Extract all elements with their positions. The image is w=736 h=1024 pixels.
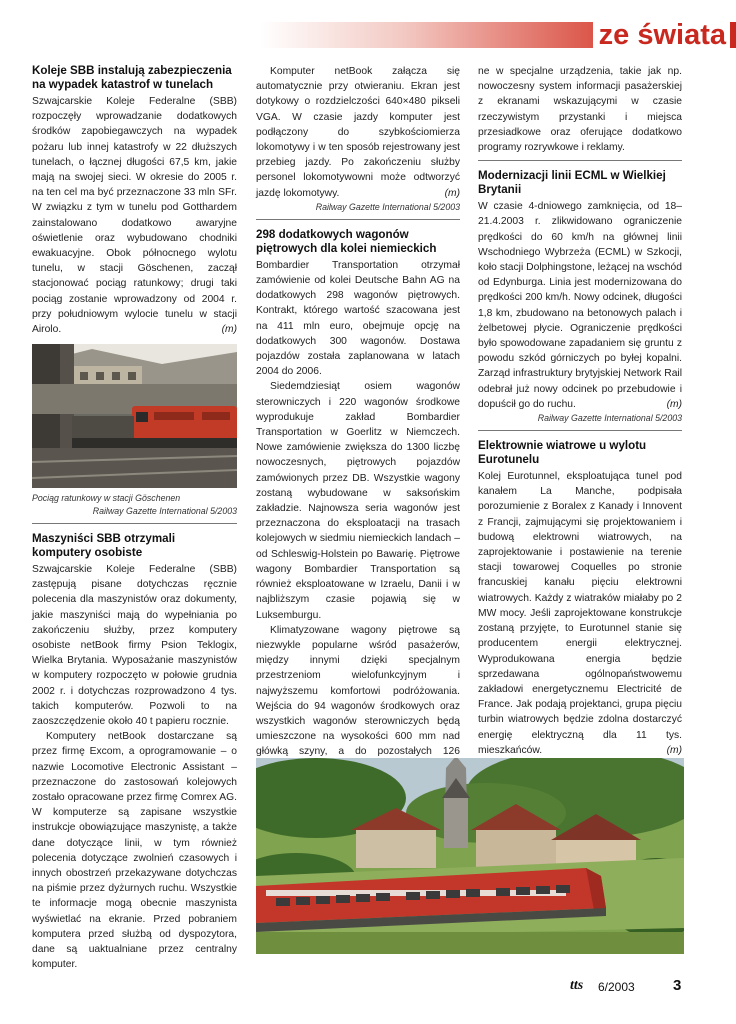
article-ecml-body: W czasie 4-dniowego zamknięcia, od 18–21.4.2003 r. zlikwidowano ograniczenie prędkości do 60 km/h na głównej linii Wschodniego Wybrzeża (ECML) w Szkocji, koło stacji Dolphingstone, leżącej na wschód od Edynburga. Linia jest modernizowana do prędkości 200 km/h. Nowy odcinek, długości 1,8 km, zbudowano na betonowych palach i żelbetowej płycie. Ograniczenie prędkości było spowodowane zapadaniem się gruntu z powodu szkód górniczych po byłej kopalni. Zarząd infrastruktury brytyjskiej Network Rail odebrał już nowy odcinek po przebudowie i dopuścił go do ruchu. (m)	[478, 199, 682, 412]
section-title: ze świata	[593, 18, 730, 52]
article-db-wagons-para1: Bombardier Transportation otrzymał zamówienie od kolei Deutsche Bahn AG na dodatkowych 298 wagonów piętrowych. Kontrakt, którego wartość szacowana jest na 411 mln euro, obejmuje opcję na dodatkowych 300 wagonów. Dostawa pojazdów została zaplanowana w latach 2004 do 2006.	[256, 259, 460, 378]
headline-ecml: Modernizacji linii ECML w Wielkiej Brytanii	[478, 169, 666, 197]
divider	[32, 523, 237, 524]
article-sbb-computers-para3: Komputer netBook załącza się automatycznie przy otwieraniu. Ekran jest dotykowy o rozdzielczości 640×480 pikseli VGA. W czasie jazdy komputer jest podłączony do szybkościomierza lokomotywy i w ten sposób rejestrowany jest przebieg jazdy. Po zakończeniu służby personel lokomotywowni może odtworzyć jazdę lokomotywy. (m)	[256, 64, 460, 201]
photo-rescue-train-image	[32, 344, 237, 488]
credit: Railway Gazette International 5/2003	[537, 413, 682, 424]
column-3	[478, 64, 682, 771]
photo-double-deck-train	[256, 758, 684, 954]
divider	[256, 219, 460, 220]
magazine-logo: tts	[570, 978, 584, 993]
divider	[478, 430, 682, 431]
article-db-wagons-para3-cont: ne w specjalne urządzenia, takie jak np. nowoczesny system informacji pasażerskiej z ekranami wskazującymi w czasie rzeczywistym przystanki i miejsca przesiadkowe oraz oferujące dodatkowo programy rozrywkowe i reklamy.	[478, 66, 682, 154]
issue-number: 6/2003	[598, 980, 635, 994]
headline-sbb-computers: Maszyniści SBB otrzymali komputery osobiste	[32, 532, 176, 559]
page-number: 3	[673, 977, 682, 994]
photo-double-deck-train-image	[256, 758, 684, 954]
column-1	[32, 64, 237, 337]
article-sbb-computers-para2: Komputery netBook dostarczane są przez firmę Excom, a oprogramowanie – o nazwie Locomotive Electronic Assistant – przeznaczone do zastosowań kolejowych zostało opracowane przez firmę Comrex AG. W komputerze są zapisane wszystkie instrukcje obowiązujące maszynistę, a także dane dotyczące linii, w tym również polecenia dotyczące zwolnień czasowych i innych obostrzeń przekazywane dotychczas na piśmie przez dyżurnych ruchu. Wszystkie te informacje mogą obecnie maszynista wyświetlać na ekranie. Przed pobraniem komputera przed służbą od dyspozytora, dane są uaktualniane przez centralny komputer.	[32, 731, 237, 971]
headline-sbb-tunnels: Koleje SBB instalują zabezpieczenia na wypadek katastrof w tunelach	[32, 64, 232, 91]
photo-credit: Railway Gazette International 5/2003	[92, 506, 237, 516]
headline-db-wagons: 298 dodatkowych wagonów piętrowych dla kolei niemieckich	[256, 227, 437, 255]
column-2	[256, 64, 460, 790]
photo-rescue-train	[32, 344, 237, 488]
photo-caption: Pociąg ratunkowy w stacji Göschenen	[32, 493, 181, 503]
signature: (m)	[444, 187, 460, 199]
divider	[478, 160, 682, 161]
headline-eurotunnel: Elektrownie wiatrowe u wylotu Eurotunelu	[478, 439, 647, 467]
column-1-lower	[32, 492, 237, 972]
credit: Railway Gazette International 5/2003	[315, 201, 460, 212]
article-db-wagons-para2: Siedemdziesiąt osiem wagonów sterowniczych i 220 wagonów środkowe wyprodukuje zakład Bombardier Transportation w Goerlitz w Niemczech. Nowe zamówienie zwiększa do 1300 liczbę nowoczesnych, piętrowych pojazdów zamówionych przez DB. Wszystkie wagony zostaną wybudowane w saksońskim zakładzie. Najnowsza seria wagonów jest przeznaczona do eksploatacji na trasach kolejowych w siedmiu niemieckich landach – od Schleswig-Holstein po Bawarię. Piętrowe wagony Bombardier Transportation są również eksploatowane w Izraelu, Danii i w najbliższym czasie pojawią się w Luksemburgu.	[256, 381, 460, 621]
article-sbb-tunnels-body: Szwajcarskie Koleje Federalne (SBB) rozpoczęły wprowadzanie dodatkowych środków zapobiegawczych na wypadek pożaru lub innej katastrofy w 22 dłuższych tunelach, o łącznej długości 67,5 km, jakie mają na swojej sieci. W okresie do 2005 r. na ten cel ma być przeznaczone 33 mln SFr. W związku z tym w tunelu pod Gotthardem zainstalowano dodatkowo awaryjne oświetlenie oraz wybudowano chodniki ewakuacyjne. Obok północnego wylotu tunelu, w stacji Göschenen, zaczął stacjonować pociąg ratunkowy; drugi taki pociąg zostanie wprowadzony od 2004 r. przy południowym wylocie tunelu w stacji Airolo. (m)	[32, 94, 237, 337]
signature: (m)	[221, 324, 237, 336]
signature: (m)	[666, 744, 682, 756]
article-db-wagons-para3: Klimatyzowane wagony piętrowe są niezwykle popularne wśród pasażerów, między innymi dzięki specjalnym przestrzeniom wielofunkcyjnym i najwyższemu komfortowi podróżowania. Wejścia do 94 wagonów środkowych oraz wszystkich wagonów sterowniczych będą umieszczone na wysokości 600 mm nad główką szyny, a do pozostałych 126	[256, 624, 460, 758]
article-sbb-computers-para1: Szwajcarskie Koleje Federalne (SBB) zastępują pisane dotychczas ręcznie polecenia dla maszynistów oraz dokumenty, jakie maszyniści mają do wypełniania po zakończeniu służby, przez komputery osobiste netBook firmy Psion Teklogix, Wielka Brytania. Wyposażanie maszynistów w komputery rozpoczęto w połowie grudnia 2002 r. i dotychczas rozprowadzono 4 tys. takich komputerów. Pozwoli to na zaoszczędzenie około 40 t papieru rocznie.	[32, 564, 237, 728]
signature: (m)	[666, 398, 682, 410]
article-eurotunnel-body: Kolej Eurotunnel, eksploatująca tunel pod kanałem La Manche, podpisała porozumienie z Boralex z Kanady i Innovent z Francji, zajmującymi się projektowaniem i budową elektrowni wiatrowych, na zaprojektowanie i postawienie na terenie stacji towarowej Coquelles po stronie francuskiej kanału pięciu elektrowni wiatrowych. Każdy z wiatraków miałaby po 2 MW mocy. Jeśli zaprojektowane konstrukcje zostaną przyjęte, to Eurotunnel stanie się producentem energii elektrycznej. Wyprodukowana energia będzie sprzedawana ogólnopaństwowemu zakładowi energetycznemu Electricité de France. Jak podają projektanci, grupa pięciu turbin wiatrowych będzie zdolna dostarczyć energię elektryczną dla 11 tys. mieszkańców. (m)	[478, 469, 682, 758]
